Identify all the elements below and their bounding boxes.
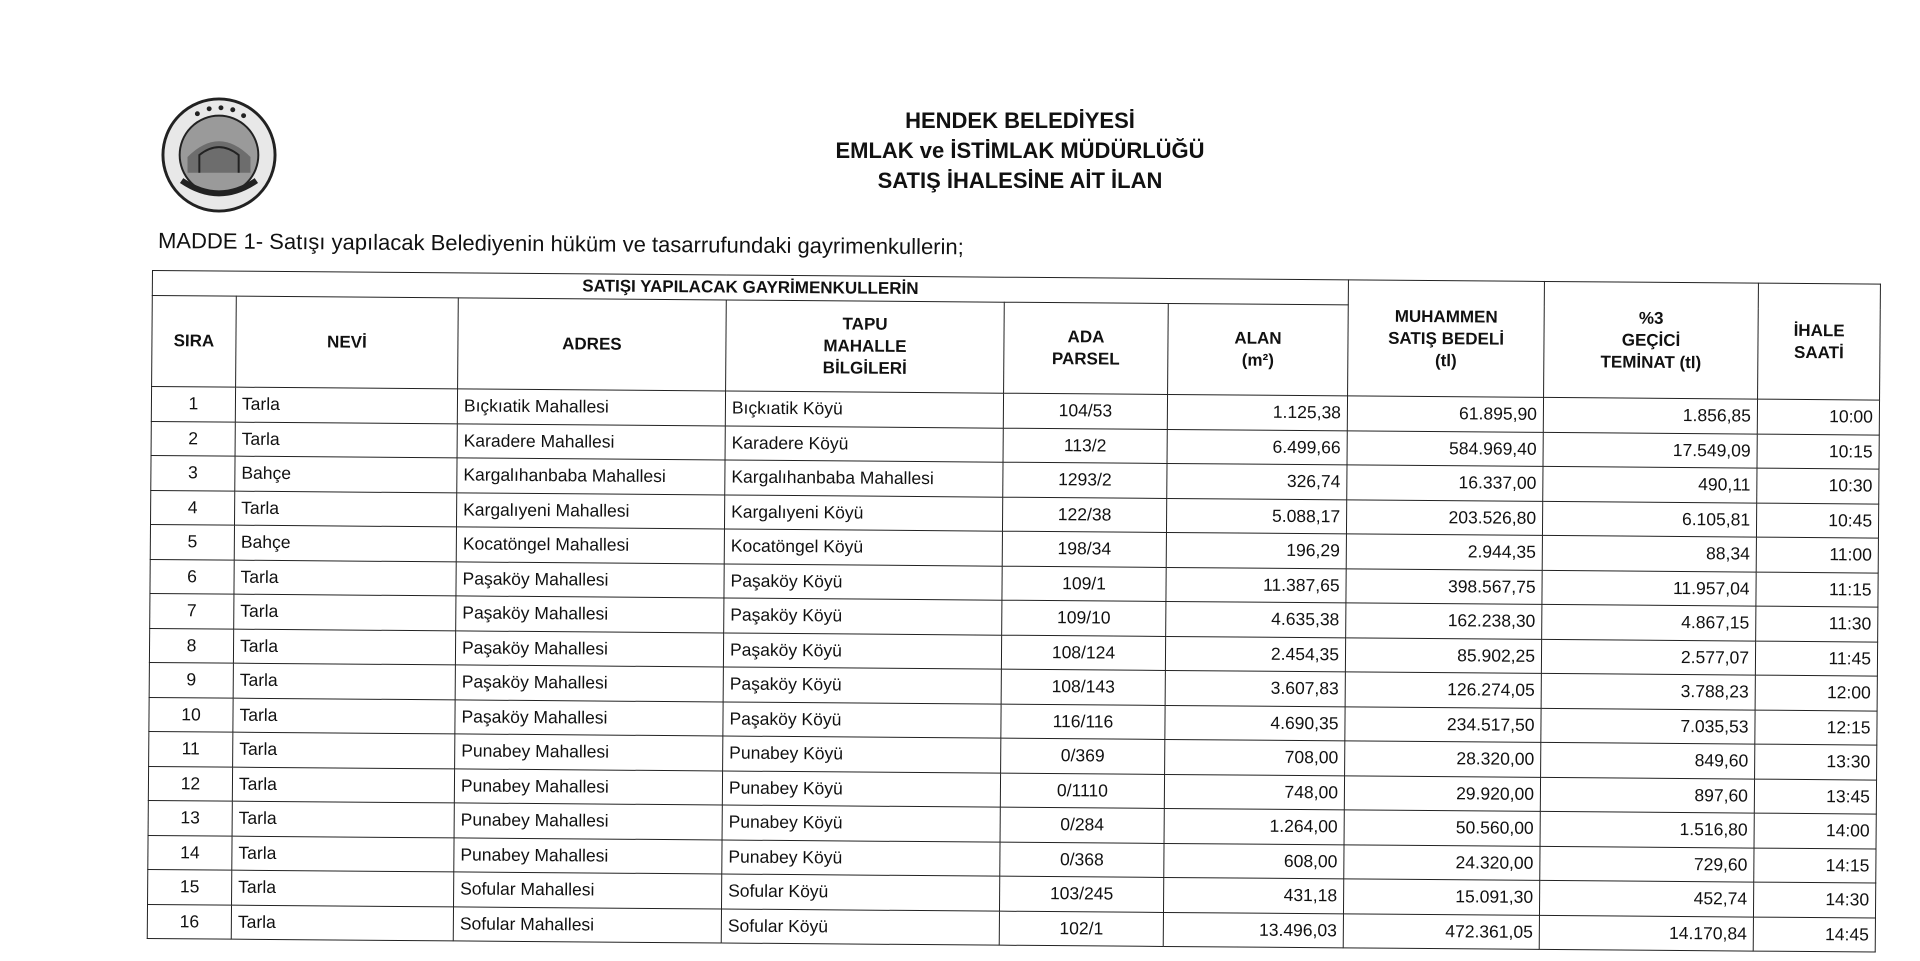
col-header-ada-parsel: ADA PARSEL xyxy=(1004,302,1169,394)
cell-ada-parsel: 103/245 xyxy=(999,876,1163,912)
cell-teminat: 452,74 xyxy=(1540,880,1754,916)
intro-paragraph: MADDE 1- Satışı yapılacak Belediyenin hüküm ve tasarrufundaki gayrimenkullerin; xyxy=(157,228,964,260)
cell-adres: Punabey Mahallesi xyxy=(454,768,722,805)
cell-alan: 4.690,35 xyxy=(1165,705,1345,741)
cell-adres: Paşaköy Mahallesi xyxy=(456,596,724,633)
cell-nevi: Tarla xyxy=(233,629,455,665)
cell-alan: 11.387,65 xyxy=(1166,567,1346,603)
cell-bedel: 15.091,30 xyxy=(1344,879,1540,915)
cell-nevi: Bahçe xyxy=(235,456,457,492)
col-header-bedel: MUHAMMEN SATIŞ BEDELİ (tl) xyxy=(1348,280,1545,398)
cell-nevi: Bahçe xyxy=(234,525,456,561)
cell-saat: 11:45 xyxy=(1755,641,1877,676)
cell-teminat: 4.867,15 xyxy=(1542,604,1756,640)
cell-tapu: Kargalıhanbaba Mahallesi xyxy=(725,460,1003,497)
cell-tapu: Kocatöngel Köyü xyxy=(724,529,1002,566)
cell-ada-parsel: 108/124 xyxy=(1001,635,1165,671)
cell-tapu: Kargalıyeni Köyü xyxy=(724,495,1002,532)
col-header-tapu: TAPU MAHALLE BİLGİLERİ xyxy=(726,300,1005,393)
cell-adres: Kargalıhanbaba Mahallesi xyxy=(457,458,725,495)
cell-saat: 14:15 xyxy=(1754,848,1876,883)
cell-adres: Kargalıyeni Mahallesi xyxy=(456,492,724,529)
cell-bedel: 584.969,40 xyxy=(1347,430,1543,466)
cell-tapu: Paşaköy Köyü xyxy=(724,564,1002,601)
cell-bedel: 24.320,00 xyxy=(1344,844,1540,880)
cell-sira: 10 xyxy=(149,697,233,732)
cell-sira: 7 xyxy=(150,593,234,628)
cell-tapu: Punabey Köyü xyxy=(722,770,1000,807)
cell-saat: 12:15 xyxy=(1755,710,1877,745)
cell-nevi: Tarla xyxy=(234,491,456,527)
cell-nevi: Tarla xyxy=(233,732,455,768)
cell-ada-parsel: 0/1110 xyxy=(1000,773,1164,809)
cell-alan: 4.635,38 xyxy=(1166,601,1346,637)
cell-nevi: Tarla xyxy=(233,698,455,734)
cell-tapu: Punabey Köyü xyxy=(723,736,1001,773)
cell-saat: 10:30 xyxy=(1757,468,1879,503)
cell-alan: 431,18 xyxy=(1163,877,1343,913)
document-header xyxy=(700,106,1340,196)
cell-teminat: 1.516,80 xyxy=(1540,811,1754,847)
cell-alan: 1.264,00 xyxy=(1164,808,1344,844)
cell-tapu: Paşaköy Köyü xyxy=(723,633,1001,670)
cell-nevi: Tarla xyxy=(232,767,454,803)
table-body xyxy=(147,387,1879,953)
cell-alan: 3.607,83 xyxy=(1165,670,1345,706)
property-table xyxy=(147,270,1881,953)
cell-teminat: 14.170,84 xyxy=(1539,915,1753,951)
cell-adres: Paşaköy Mahallesi xyxy=(455,630,723,667)
cell-sira: 3 xyxy=(151,455,235,490)
cell-alan: 708,00 xyxy=(1165,739,1345,775)
cell-teminat: 7.035,53 xyxy=(1541,708,1755,744)
group-header: SATIŞI YAPILACAK GAYRİMENKULLERİN xyxy=(152,271,1348,305)
cell-bedel: 50.560,00 xyxy=(1344,810,1540,846)
cell-tapu: Sofular Köyü xyxy=(721,908,999,945)
cell-alan: 5.088,17 xyxy=(1166,498,1346,534)
cell-tapu: Paşaköy Köyü xyxy=(723,667,1001,704)
cell-ada-parsel: 113/2 xyxy=(1003,428,1167,464)
cell-saat: 11:15 xyxy=(1756,572,1878,607)
cell-adres: Karadere Mahallesi xyxy=(457,423,725,460)
cell-adres: Paşaköy Mahallesi xyxy=(456,561,724,598)
cell-alan: 2.454,35 xyxy=(1165,636,1345,672)
cell-tapu: Karadere Köyü xyxy=(725,426,1003,463)
cell-ada-parsel: 0/369 xyxy=(1001,738,1165,774)
cell-ada-parsel: 116/116 xyxy=(1001,704,1165,740)
cell-adres: Kocatöngel Mahallesi xyxy=(456,527,724,564)
cell-nevi: Tarla xyxy=(232,801,454,837)
cell-bedel: 85.902,25 xyxy=(1345,637,1541,673)
cell-saat: 10:15 xyxy=(1757,434,1879,469)
cell-sira: 15 xyxy=(148,869,232,904)
cell-sira: 14 xyxy=(148,835,232,870)
cell-sira: 12 xyxy=(148,766,232,801)
cell-saat: 10:45 xyxy=(1756,503,1878,538)
col-header-saat: İHALE SAATİ xyxy=(1758,283,1881,400)
cell-nevi: Tarla xyxy=(235,387,457,423)
cell-adres: Paşaköy Mahallesi xyxy=(455,699,723,736)
cell-ada-parsel: 198/34 xyxy=(1002,531,1166,567)
cell-ada-parsel: 102/1 xyxy=(999,911,1163,947)
cell-teminat: 11.957,04 xyxy=(1542,570,1756,606)
cell-sira: 9 xyxy=(149,662,233,697)
cell-nevi: Tarla xyxy=(233,663,455,699)
cell-saat: 11:30 xyxy=(1756,606,1878,641)
cell-teminat: 897,60 xyxy=(1540,777,1754,813)
cell-nevi: Tarla xyxy=(234,594,456,630)
cell-alan: 1.125,38 xyxy=(1167,394,1347,430)
cell-adres: Paşaköy Mahallesi xyxy=(455,665,723,702)
cell-tapu: Paşaköy Köyü xyxy=(723,701,1001,738)
col-header-nevi: NEVİ xyxy=(236,296,459,389)
cell-adres: Sofular Mahallesi xyxy=(453,906,721,943)
cell-nevi: Tarla xyxy=(232,836,454,872)
cell-bedel: 16.337,00 xyxy=(1347,465,1543,501)
cell-saat: 13:45 xyxy=(1754,779,1876,814)
cell-alan: 6.499,66 xyxy=(1167,429,1347,465)
header-announcement: SATIŞ İHALESİNE AİT İLAN xyxy=(877,168,1163,193)
cell-bedel: 162.238,30 xyxy=(1346,603,1542,639)
cell-saat: 10:00 xyxy=(1757,399,1879,434)
cell-teminat: 729,60 xyxy=(1540,846,1754,882)
cell-sira: 8 xyxy=(149,628,233,663)
cell-bedel: 2.944,35 xyxy=(1346,534,1542,570)
cell-sira: 6 xyxy=(150,559,234,594)
cell-ada-parsel: 109/1 xyxy=(1002,566,1166,602)
cell-saat: 13:30 xyxy=(1755,744,1877,779)
property-table-wrapper xyxy=(147,270,1880,953)
cell-adres: Sofular Mahallesi xyxy=(454,872,722,909)
cell-saat: 11:00 xyxy=(1756,537,1878,572)
cell-teminat: 17.549,09 xyxy=(1543,432,1757,468)
cell-ada-parsel: 0/284 xyxy=(1000,807,1164,843)
header-municipality: HENDEK BELEDİYESİ xyxy=(905,108,1135,133)
cell-bedel: 472.361,05 xyxy=(1343,913,1539,949)
cell-nevi: Tarla xyxy=(235,422,457,458)
cell-nevi: Tarla xyxy=(232,870,454,906)
cell-adres: Punabey Mahallesi xyxy=(455,734,723,771)
cell-saat: 12:00 xyxy=(1755,675,1877,710)
cell-teminat: 2.577,07 xyxy=(1541,639,1755,675)
cell-saat: 14:00 xyxy=(1754,813,1876,848)
cell-tapu: Bıçkıatik Köyü xyxy=(725,391,1003,428)
cell-adres: Punabey Mahallesi xyxy=(454,837,722,874)
cell-adres: Bıçkıatik Mahallesi xyxy=(457,389,725,426)
cell-bedel: 28.320,00 xyxy=(1345,741,1541,777)
cell-saat: 14:45 xyxy=(1753,917,1875,952)
cell-sira: 4 xyxy=(151,490,235,525)
cell-sira: 2 xyxy=(151,421,235,456)
cell-teminat: 6.105,81 xyxy=(1543,501,1757,537)
cell-bedel: 126.274,05 xyxy=(1345,672,1541,708)
cell-nevi: Tarla xyxy=(231,905,453,941)
cell-bedel: 398.567,75 xyxy=(1346,568,1542,604)
municipality-seal-logo xyxy=(160,96,278,214)
col-header-alan: ALAN (m²) xyxy=(1168,303,1349,395)
cell-teminat: 849,60 xyxy=(1541,742,1755,778)
cell-tapu: Sofular Köyü xyxy=(722,874,1000,911)
col-header-teminat: %3 GEÇİCİ TEMİNAT (tl) xyxy=(1544,281,1759,399)
cell-teminat: 88,34 xyxy=(1542,535,1756,571)
cell-sira: 1 xyxy=(151,387,235,422)
cell-ada-parsel: 109/10 xyxy=(1002,600,1166,636)
cell-tapu: Punabey Köyü xyxy=(722,805,1000,842)
cell-tapu: Punabey Köyü xyxy=(722,839,1000,876)
cell-ada-parsel: 104/53 xyxy=(1003,393,1167,429)
cell-alan: 13.496,03 xyxy=(1163,912,1343,948)
header-department: EMLAK ve İSTİMLAK MÜDÜRLÜĞÜ xyxy=(835,138,1205,163)
cell-adres: Punabey Mahallesi xyxy=(454,803,722,840)
cell-nevi: Tarla xyxy=(234,560,456,596)
col-header-adres: ADRES xyxy=(458,298,727,391)
cell-ada-parsel: 0/368 xyxy=(1000,842,1164,878)
cell-sira: 11 xyxy=(149,731,233,766)
cell-alan: 748,00 xyxy=(1164,774,1344,810)
cell-bedel: 29.920,00 xyxy=(1344,775,1540,811)
cell-bedel: 203.526,80 xyxy=(1347,499,1543,535)
cell-bedel: 61.895,90 xyxy=(1347,396,1543,432)
cell-teminat: 3.788,23 xyxy=(1541,673,1755,709)
cell-alan: 196,29 xyxy=(1166,532,1346,568)
col-header-sira: SIRA xyxy=(152,296,237,388)
cell-sira: 5 xyxy=(150,524,234,559)
cell-sira: 16 xyxy=(147,904,231,939)
cell-ada-parsel: 1293/2 xyxy=(1003,462,1167,498)
cell-tapu: Paşaköy Köyü xyxy=(724,598,1002,635)
cell-alan: 326,74 xyxy=(1167,463,1347,499)
cell-alan: 608,00 xyxy=(1164,843,1344,879)
cell-sira: 13 xyxy=(148,800,232,835)
cell-saat: 14:30 xyxy=(1754,882,1876,917)
cell-ada-parsel: 122/38 xyxy=(1002,497,1166,533)
cell-bedel: 234.517,50 xyxy=(1345,706,1541,742)
cell-ada-parsel: 108/143 xyxy=(1001,669,1165,705)
cell-teminat: 490,11 xyxy=(1543,466,1757,502)
cell-teminat: 1.856,85 xyxy=(1543,397,1757,433)
